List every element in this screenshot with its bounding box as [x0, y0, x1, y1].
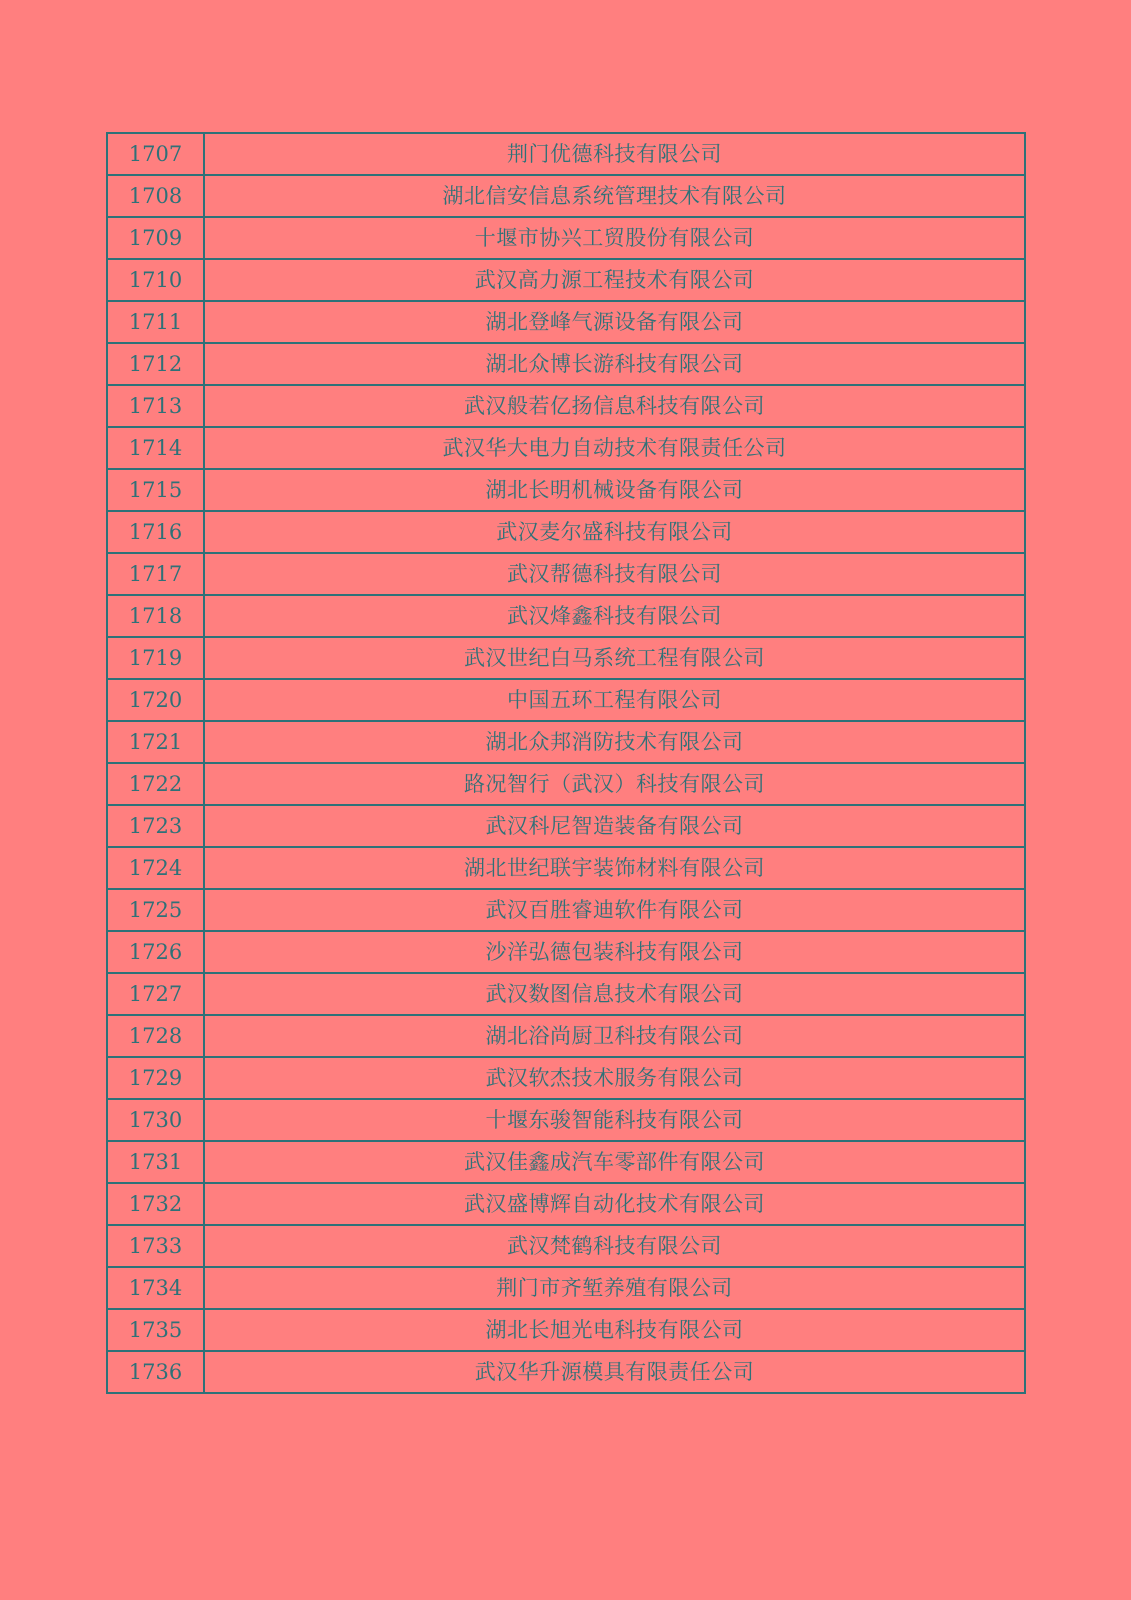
- company-name: 武汉数图信息技术有限公司: [204, 973, 1025, 1015]
- company-name: 十堰东骏智能科技有限公司: [204, 1099, 1025, 1141]
- company-name: 武汉梵鹤科技有限公司: [204, 1225, 1025, 1267]
- row-number: 1728: [107, 1015, 204, 1057]
- row-number: 1727: [107, 973, 204, 1015]
- row-number: 1732: [107, 1183, 204, 1225]
- row-number: 1733: [107, 1225, 204, 1267]
- row-number: 1719: [107, 637, 204, 679]
- row-number: 1714: [107, 427, 204, 469]
- company-name: 路况智行（武汉）科技有限公司: [204, 763, 1025, 805]
- row-number: 1721: [107, 721, 204, 763]
- table-row: [107, 1099, 1025, 1141]
- company-list-table: [106, 132, 1026, 1394]
- row-number: 1723: [107, 805, 204, 847]
- company-name: 武汉科尼智造装备有限公司: [204, 805, 1025, 847]
- table-row: [107, 385, 1025, 427]
- company-name: 武汉软杰技术服务有限公司: [204, 1057, 1025, 1099]
- table-row: [107, 889, 1025, 931]
- table-row: [107, 427, 1025, 469]
- company-name: 武汉高力源工程技术有限公司: [204, 259, 1025, 301]
- table-row: [107, 1267, 1025, 1309]
- company-name: 武汉麦尔盛科技有限公司: [204, 511, 1025, 553]
- company-name: 湖北信安信息系统管理技术有限公司: [204, 175, 1025, 217]
- table-row: [107, 931, 1025, 973]
- table-row: [107, 1351, 1025, 1393]
- row-number: 1720: [107, 679, 204, 721]
- table-row: [107, 679, 1025, 721]
- table-row: [107, 469, 1025, 511]
- row-number: 1726: [107, 931, 204, 973]
- table-row: [107, 973, 1025, 1015]
- row-number: 1722: [107, 763, 204, 805]
- company-name: 湖北登峰气源设备有限公司: [204, 301, 1025, 343]
- row-number: 1712: [107, 343, 204, 385]
- row-number: 1734: [107, 1267, 204, 1309]
- company-name: 湖北众邦消防技术有限公司: [204, 721, 1025, 763]
- company-name: 武汉华大电力自动技术有限责任公司: [204, 427, 1025, 469]
- company-name: 武汉帮德科技有限公司: [204, 553, 1025, 595]
- table-row: [107, 553, 1025, 595]
- table-row: [107, 301, 1025, 343]
- company-name: 武汉百胜睿迪软件有限公司: [204, 889, 1025, 931]
- row-number: 1735: [107, 1309, 204, 1351]
- table-row: [107, 637, 1025, 679]
- company-name: 湖北众博长游科技有限公司: [204, 343, 1025, 385]
- row-number: 1713: [107, 385, 204, 427]
- table-row: [107, 763, 1025, 805]
- row-number: 1729: [107, 1057, 204, 1099]
- company-name: 沙洋弘德包装科技有限公司: [204, 931, 1025, 973]
- company-name: 中国五环工程有限公司: [204, 679, 1025, 721]
- row-number: 1725: [107, 889, 204, 931]
- row-number: 1724: [107, 847, 204, 889]
- company-name: 武汉华升源模具有限责任公司: [204, 1351, 1025, 1393]
- table-row: [107, 259, 1025, 301]
- table-row: [107, 721, 1025, 763]
- table-row: [107, 847, 1025, 889]
- company-name: 湖北浴尚厨卫科技有限公司: [204, 1015, 1025, 1057]
- row-number: 1711: [107, 301, 204, 343]
- row-number: 1710: [107, 259, 204, 301]
- table-row: [107, 595, 1025, 637]
- company-name: 荆门优德科技有限公司: [204, 133, 1025, 175]
- table-row: [107, 805, 1025, 847]
- table-row: [107, 175, 1025, 217]
- company-name: 湖北长旭光电科技有限公司: [204, 1309, 1025, 1351]
- company-name: 武汉盛博辉自动化技术有限公司: [204, 1183, 1025, 1225]
- table-row: [107, 1225, 1025, 1267]
- row-number: 1730: [107, 1099, 204, 1141]
- table-row: [107, 1057, 1025, 1099]
- row-number: 1709: [107, 217, 204, 259]
- table-row: [107, 1141, 1025, 1183]
- table-body: [107, 133, 1025, 1393]
- row-number: 1716: [107, 511, 204, 553]
- row-number: 1718: [107, 595, 204, 637]
- table-row: [107, 511, 1025, 553]
- company-name: 湖北世纪联宇装饰材料有限公司: [204, 847, 1025, 889]
- row-number: 1715: [107, 469, 204, 511]
- row-number: 1707: [107, 133, 204, 175]
- company-name: 武汉般若亿扬信息科技有限公司: [204, 385, 1025, 427]
- company-name: 荆门市齐堑养殖有限公司: [204, 1267, 1025, 1309]
- row-number: 1736: [107, 1351, 204, 1393]
- table-row: [107, 217, 1025, 259]
- table-row: [107, 1183, 1025, 1225]
- row-number: 1717: [107, 553, 204, 595]
- row-number: 1708: [107, 175, 204, 217]
- company-name: 武汉世纪白马系统工程有限公司: [204, 637, 1025, 679]
- table-row: [107, 1309, 1025, 1351]
- row-number: 1731: [107, 1141, 204, 1183]
- company-name: 湖北长明机械设备有限公司: [204, 469, 1025, 511]
- table-row: [107, 343, 1025, 385]
- table-row: [107, 133, 1025, 175]
- table-row: [107, 1015, 1025, 1057]
- company-name: 武汉佳鑫成汽车零部件有限公司: [204, 1141, 1025, 1183]
- company-name: 武汉烽鑫科技有限公司: [204, 595, 1025, 637]
- company-name: 十堰市协兴工贸股份有限公司: [204, 217, 1025, 259]
